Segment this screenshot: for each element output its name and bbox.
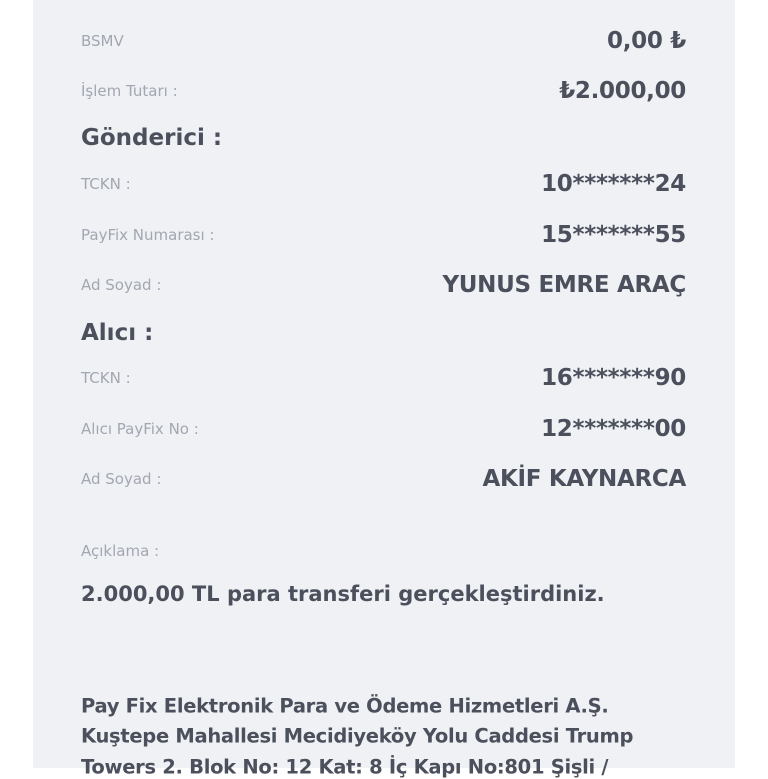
footer-line: Towers 2. Blok No: 12 Kat: 8 İç Kapı No:801 Şişli / <box>81 755 609 779</box>
footer-line: Kuştepe Mahallesi Mecidiyeköy Yolu Caddesi Trump <box>81 724 634 748</box>
sender-tckn-value: 10*******24 <box>541 171 686 197</box>
footer-line: Pay Fix Elektronik Para ve Ödeme Hizmetleri A.Ş. <box>81 694 609 718</box>
amount-value: ₺2.000,00 <box>559 78 686 104</box>
receiver-payfix-label: Alıcı PayFix No : <box>81 420 199 438</box>
sender-name-value: YUNUS EMRE ARAÇ <box>442 272 686 298</box>
sender-tckn-label: TCKN : <box>81 175 131 193</box>
sender-name-label: Ad Soyad : <box>81 276 162 294</box>
sender-payfix-value: 15*******55 <box>541 222 686 248</box>
amount-label: İşlem Tutarı : <box>81 82 178 100</box>
bsmv-label: BSMV <box>81 32 124 50</box>
description-text: 2.000,00 TL para transferi gerçekleştirdiniz. <box>81 582 605 606</box>
receiver-heading: Alıcı : <box>81 320 154 346</box>
receipt-card <box>33 0 735 779</box>
description-label: Açıklama : <box>81 542 160 560</box>
sender-heading: Gönderici : <box>81 125 223 151</box>
bsmv-value: 0,00 ₺ <box>607 28 686 54</box>
receiver-payfix-value: 12*******00 <box>541 416 686 442</box>
receiver-tckn-value: 16*******90 <box>541 365 686 391</box>
receiver-name-value: AKİF KAYNARCA <box>482 466 686 492</box>
receiver-tckn-label: TCKN : <box>81 369 131 387</box>
sender-payfix-label: PayFix Numarası : <box>81 226 215 244</box>
receiver-name-label: Ad Soyad : <box>81 470 162 488</box>
